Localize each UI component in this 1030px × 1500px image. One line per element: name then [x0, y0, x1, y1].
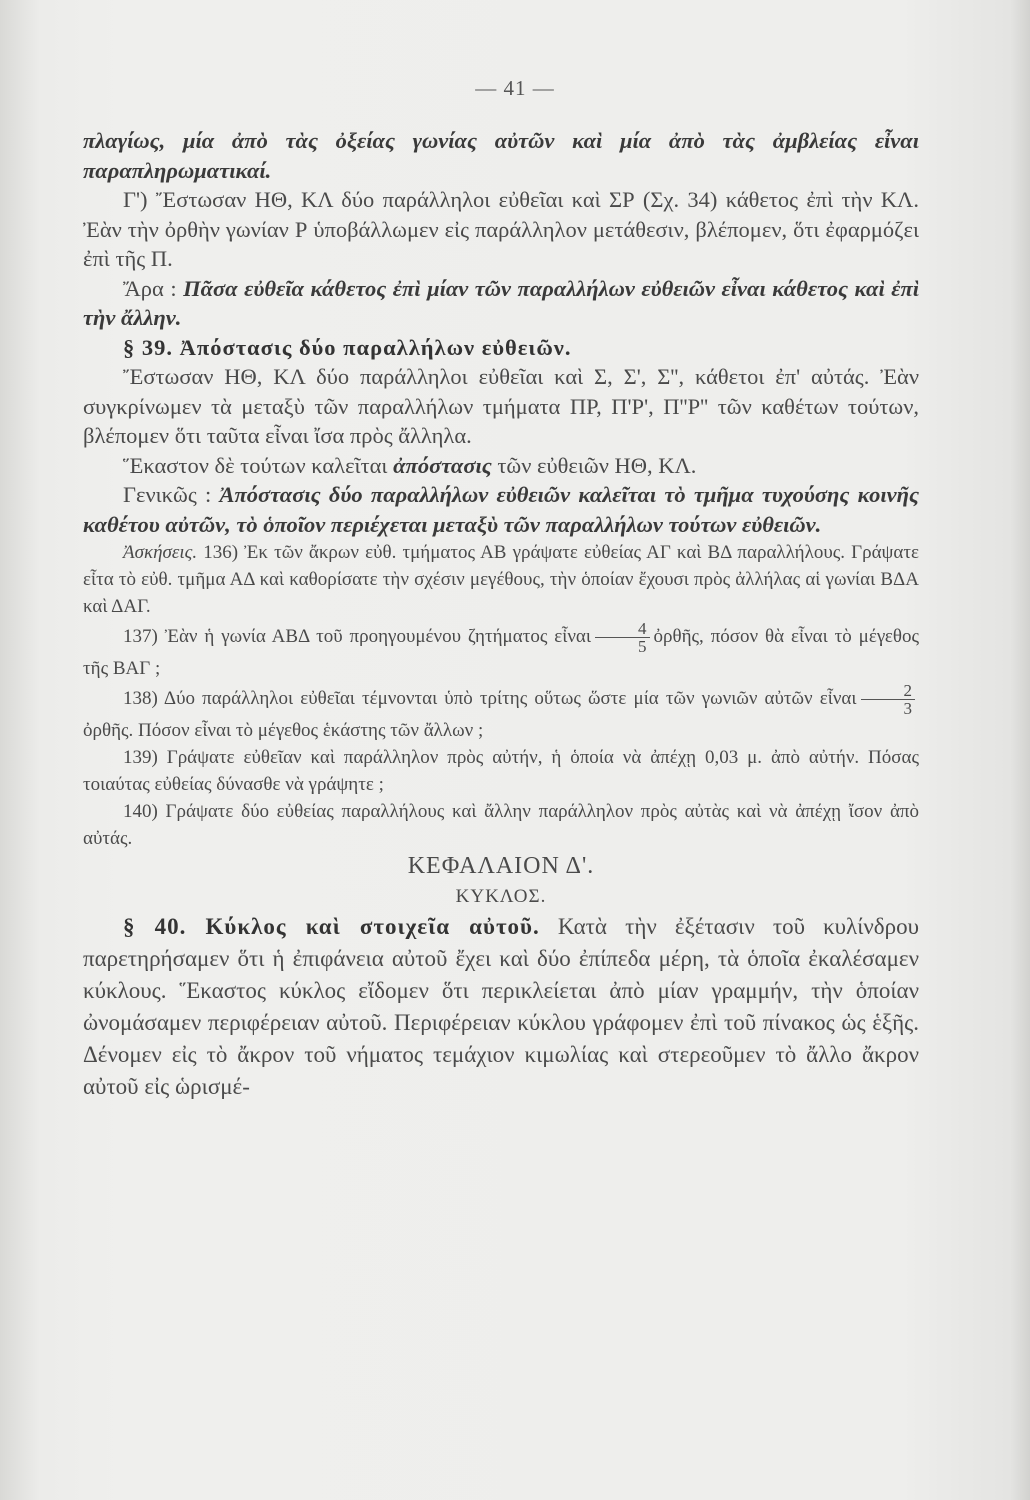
- exercise-140: 140) Γράψατε δύο εὐθείας παραλλήλους καὶ ἄλλην παράλληλον πρὸς αὐτὰς καὶ νὰ ἀπέχῃ ἴσον ἀπὸ αὐτάς.: [83, 801, 919, 849]
- section-40-heading: § 40. Κύκλος καὶ στοιχεῖα αὐτοῦ.: [123, 914, 540, 939]
- exercise-138: 138) Δύο παράλληλοι εὐθεῖαι τέμνονται ὑπὸ τρίτης οὕτως ὥστε μία τῶν γωνιῶν αὐτῶν εἶναι $\frac{2}{3}$ ὀρθῆς. Πόσον εἶναι τὸ μέγεθος ἑκάστης τῶν ἄλλων ;: [83, 682, 919, 744]
- fraction: $\frac{4}{5}$: [595, 620, 650, 655]
- lead-word: Γενικῶς :: [123, 482, 212, 507]
- section-39-heading: § 39. Ἀπόστασις δύο παραλλήλων εὐθειῶν.: [123, 334, 572, 360]
- exercise-137: 137) Ἐὰν ἡ γωνία ΑΒΔ τοῦ προηγουμένου ζητήματος εἶναι $\frac{4}{5}$ ὀρθῆς, πόσον θὰ εἶναι τὸ μέγεθος τῆς ΒΑΓ ;: [83, 619, 919, 679]
- chapter-title: ΚΕΦΑΛΑΙΟΝ Δ'.: [407, 853, 595, 879]
- fraction: $\frac{2}{3}$: [861, 682, 916, 717]
- exercise-139: 139) Γράψατε εὐθεῖαν καὶ παράλληλον πρὸς αὐτήν, ἡ ὁποία νὰ ἀπέχῃ 0,03 μ. ἀπὸ αὐτήν. Πόσας τοιαύτας εὐθείας δύνασθε νὰ γράψητε ;: [83, 747, 919, 795]
- bold-text: Ἀπόστασις δύο παραλλήλων εὐθειῶν καλεῖται τὸ τμῆμα τυχούσης κοινῆς καθέτου αὐτῶν, τὸ ὁποῖον περιέχεται μεταξὺ τῶν παραλλήλων τούτων εὐθειῶν.: [83, 482, 920, 537]
- section-40: § 40. Κύκλος καὶ στοιχεῖα αὐτοῦ. Κατὰ τὴν ἐξέτασιν τοῦ κυλίνδρου παρετηρήσαμεν ὅτι ἡ ἐπιφάνεια αὐτοῦ ἔχει καὶ δύο ἐπίπεδα μέρη, τὰ ὁποῖα ἐκαλέσαμεν κύκλους. Ἕκαστος κύκλος εἴδομεν ὅτι περικλείεται ἀπὸ μίαν γραμμήν, τὴν ὁποίαν ὠνομάσαμεν περιφέρειαν αὐτοῦ. Περιφέρειαν κύκλου γράφομεν ἐπὶ τοῦ πίνακος ὡς ἑξῆς. Δένομεν εἰς τὸ ἄκρον τοῦ νήματος τεμάχιον κιμωλίας καὶ στερεοῦμεν τὸ ἄλλο ἄκρον αὐτοῦ εἰς ὡρισμέ-: [83, 914, 919, 1099]
- bold-term: ἀπόστασις: [393, 452, 492, 478]
- paragraph-general-definition: [83, 480, 919, 539]
- paragraph-distance: Ἔστωσαν ΗΘ, ΚΛ δύο παράλληλοι εὐθεῖαι καὶ Σ, Σ', Σ'', κάθετοι ἐπ' αὐτάς. Ἐὰν συγκρίνωμεν τὰ μεταξὺ τῶν παραλλήλων τμήματα ΠΡ, Π'Ρ', Π''Ρ'' τῶν καθέτων τούτων, βλέπομεν ὅτι ταῦτα εἶναι ἴσα πρὸς ἄλληλα.: [83, 364, 919, 448]
- bold-text: πλαγίως, μία ἀπὸ τὰς ὀξείας γωνίας αὐτῶν καὶ μία ἀπὸ τὰς ἀμβλείας εἶναι παραπληρωματικαί.: [83, 128, 919, 183]
- exercises-label: Ἀσκήσεις.: [123, 542, 198, 563]
- paragraph-definition-term: Ἕκαστον δὲ τούτων καλεῖται ἀπόστασις τῶν εὐθειῶν ΗΘ, ΚΛ.: [123, 452, 697, 478]
- paragraph-theorem-end: [83, 126, 919, 185]
- bold-text: Πᾶσα εὐθεῖα κάθετος ἐπὶ μίαν τῶν παραλλήλων εὐθειῶν εἶναι κάθετος καὶ ἐπὶ τὴν ἄλλην.: [83, 275, 919, 330]
- page-body: [83, 126, 919, 1103]
- paragraph-conclusion: [83, 274, 919, 333]
- exercise-136: Ἀσκήσεις. 136) Ἐκ τῶν ἄκρων εὐθ. τμήματος ΑΒ γράψατε εὐθείας ΑΓ καὶ ΒΔ παραλλήλους. Γράψατε εἶτα τὸ εὐθ. τμῆμα ΑΔ καὶ καθορίσατε τὴν σχέσιν μεγέθους, τὴν ὁποίαν ἔχουσι πρὸς ἀλλήλας αἱ γωνίαι ΒΔΑ καὶ ΔΑΓ.: [83, 542, 919, 617]
- chapter-subtitle: ΚΥΚΛΟΣ.: [455, 885, 547, 907]
- lead-word: Ἄρα :: [123, 275, 177, 301]
- page-number: — 41 —: [475, 76, 555, 100]
- paragraph-case-c: Γ') Ἔστωσαν ΗΘ, ΚΛ δύο παράλληλοι εὐθεῖαι καὶ ΣΡ (Σχ. 34) κάθετος ἐπὶ τὴν ΚΛ. Ἐὰν τὴν ὀρθὴν γωνίαν Ρ ὑποβάλλωμεν εἰς παράλληλον μετάθεσιν, βλέπομεν, ὅτι ἐφαρμόζει ἐπὶ τῆς Π.: [83, 187, 919, 271]
- exercises: [83, 539, 919, 852]
